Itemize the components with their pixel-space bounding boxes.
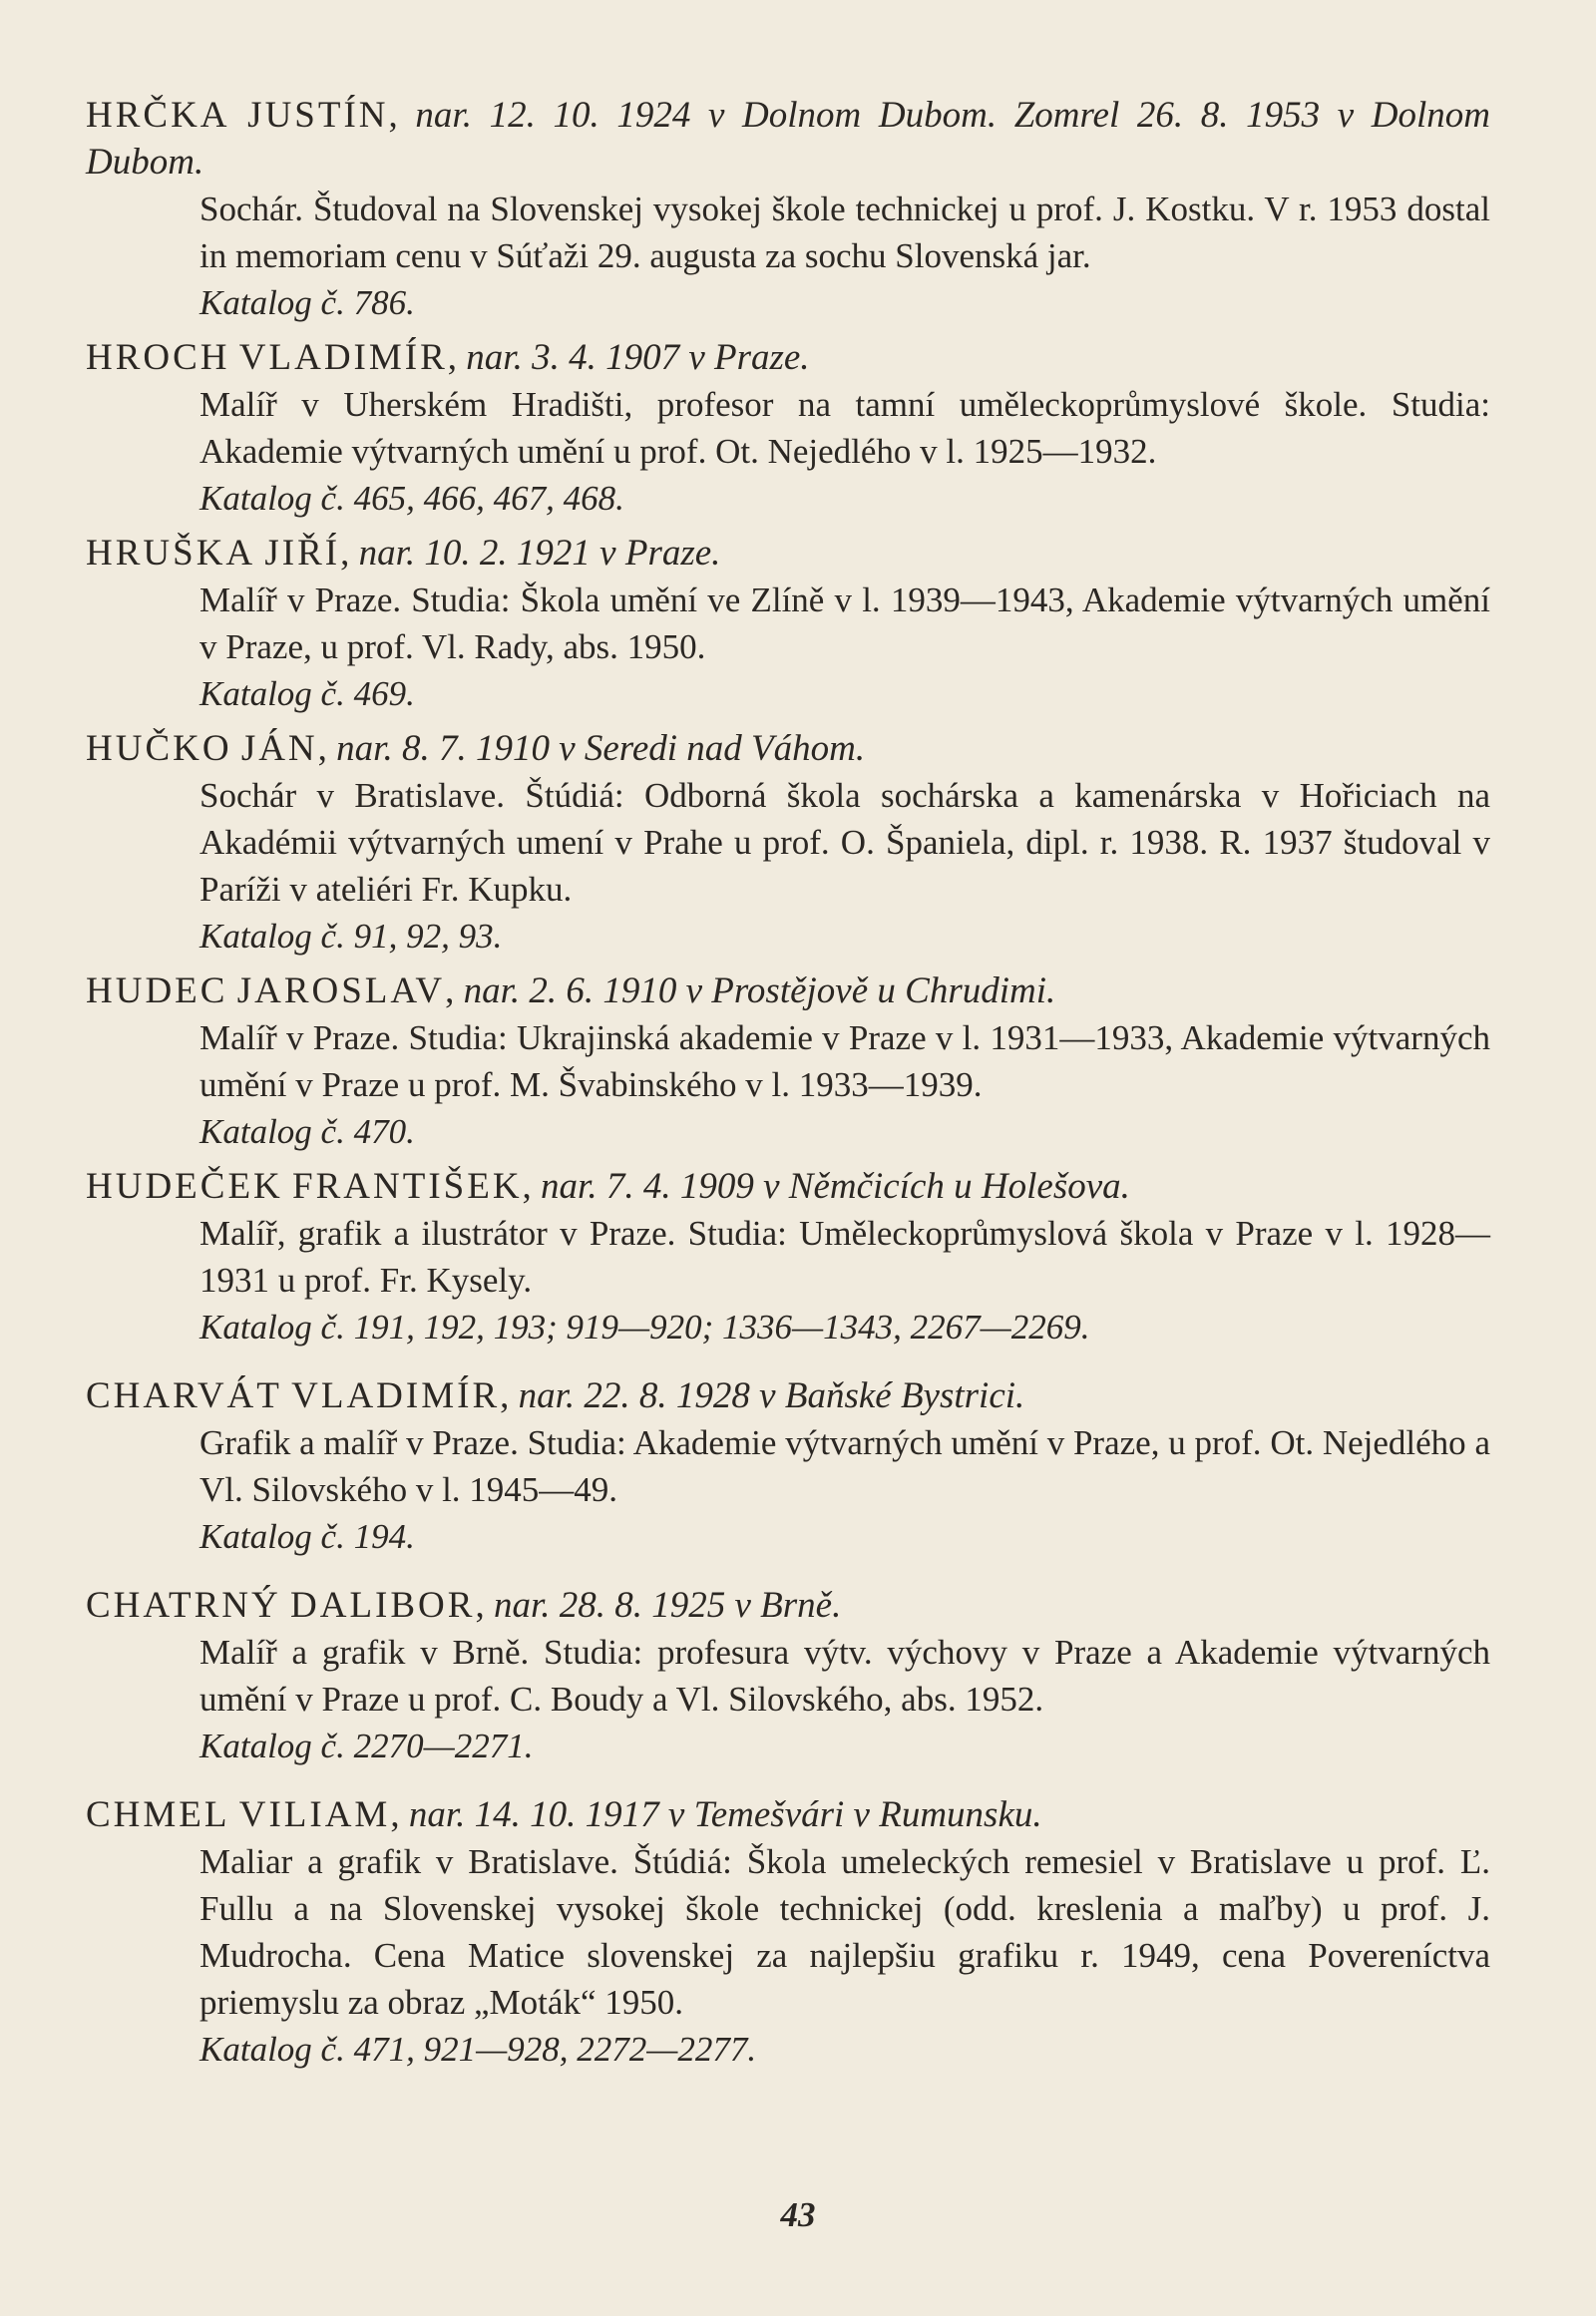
entry-surname: HRUŠKA bbox=[86, 533, 256, 574]
entry-hroch bbox=[86, 334, 1490, 522]
entry-heading: CHARVÁT VLADIMÍR, nar. 22. 8. 1928 v Baňské Bystrici. bbox=[86, 1375, 1025, 1416]
entry-catalog: Katalog č. 465, 466, 467, 468. bbox=[200, 479, 624, 518]
entry-description: Maliar a grafik v Bratislave. Štúdiá: Škola umeleckých remesiel v Bratislave u prof. Ľ. Fullu a na Slovenskej vysokej škole technickej (odd. kreslenia a maľby) u prof. J. Mudrocha. Cena Matice slovenskej za najlepšiu grafiku r. 1949, cena Povereníctva priemyslu za obraz „Moták“ 1950. bbox=[200, 1842, 1490, 2022]
entry-catalog: Katalog č. 191, 192, 193; 919—920; 1336—1343, 2267—2269. bbox=[200, 1308, 1090, 1347]
entry-given-name: JÁN bbox=[240, 728, 318, 769]
entry-hucko bbox=[86, 725, 1490, 960]
entry-birth-info: nar. 8. 7. 1910 v Seredi nad Váhom. bbox=[336, 728, 866, 769]
entry-given-name: VILIAM bbox=[238, 1794, 391, 1835]
entry-surname: CHATRNÝ bbox=[86, 1585, 281, 1626]
entry-given-name: DALIBOR bbox=[290, 1585, 476, 1626]
entry-hudecek bbox=[86, 1163, 1490, 1351]
entry-description: Malíř a grafik v Brně. Studia: profesura výtv. výchovy v Praze a Akademie výtvarných umění v Praze u prof. C. Boudy a Vl. Silovského, abs. 1952. bbox=[200, 1633, 1490, 1719]
entry-heading: HROCH VLADIMÍR, nar. 3. 4. 1907 v Praze. bbox=[86, 337, 810, 378]
entry-heading: HRČKA JUSTÍN, nar. 12. 10. 1924 v Dolnom Dubom. Zomrel 26. 8. 1953 v Dolnom Dubom. bbox=[86, 95, 1491, 183]
entry-catalog: Katalog č. 469. bbox=[200, 674, 415, 713]
entry-birth-info: nar. 7. 4. 1909 v Němčicích u Holešova. bbox=[541, 1166, 1130, 1207]
entry-birth-info: nar. 2. 6. 1910 v Prostějově u Chrudimi. bbox=[463, 970, 1056, 1011]
entry-heading: HRUŠKA JIŘÍ, nar. 10. 2. 1921 v Praze. bbox=[86, 533, 721, 574]
entry-surname: HROCH bbox=[86, 337, 230, 378]
entry-description: Sochár. Študoval na Slovenskej vysokej škole technickej u prof. J. Kostku. V r. 1953 dostal in memoriam cenu v Súťaži 29. augusta za sochu Slovenská jar. bbox=[200, 190, 1490, 275]
entry-given-name: FRANTIŠEK bbox=[292, 1166, 523, 1207]
entry-description: Sochár v Bratislave. Štúdiá: Odborná škola sochárska a kamenárska v Hořiciach na Akadémii výtvarných umení v Prahe u prof. O. Španiela, dipl. r. 1938. R. 1937 študoval v Paríži v ateliéri Fr. Kupku. bbox=[200, 776, 1490, 909]
entry-surname: HRČKA bbox=[86, 95, 230, 136]
entry-birth-info: nar. 22. 8. 1928 v Baňské Bystrici. bbox=[518, 1375, 1025, 1416]
entry-given-name: JAROSLAV bbox=[236, 970, 446, 1011]
entry-catalog: Katalog č. 471, 921—928, 2272—2277. bbox=[200, 2030, 757, 2069]
entry-description: Malíř v Praze. Studia: Ukrajinská akademie v Praze v l. 1931—1933, Akademie výtvarných umění v Praze u prof. M. Švabinského v l. 1933—1939. bbox=[200, 1018, 1490, 1104]
entry-chatrny bbox=[86, 1582, 1490, 1769]
page-number: 43 bbox=[780, 2195, 816, 2234]
entry-catalog: Katalog č. 2270—2271. bbox=[200, 1727, 534, 1765]
entry-charvat bbox=[86, 1372, 1490, 1560]
entry-catalog: Katalog č. 194. bbox=[200, 1517, 415, 1556]
entry-hudec bbox=[86, 967, 1490, 1155]
entry-description: Malíř, grafik a ilustrátor v Praze. Studia: Uměleckoprůmyslová škola v Praze v l. 1928—1931 u prof. Fr. Kysely. bbox=[200, 1214, 1490, 1300]
entry-given-name: VLADIMÍR bbox=[291, 1375, 501, 1416]
entry-surname: CHARVÁT bbox=[86, 1375, 282, 1416]
entry-given-name: JIŘÍ bbox=[264, 533, 341, 574]
entry-hrcka bbox=[86, 92, 1490, 326]
entry-given-name: JUSTÍN bbox=[247, 95, 389, 136]
entry-catalog: Katalog č. 786. bbox=[200, 283, 415, 322]
entry-description: Malíř v Uherském Hradišti, profesor na tamní uměleckoprůmyslové škole. Studia: Akademie výtvarných umění u prof. Ot. Nejedlého v l. 1925—1932. bbox=[200, 385, 1490, 471]
entry-birth-info: nar. 14. 10. 1917 v Temešvári v Rumunsku. bbox=[408, 1794, 1042, 1835]
entry-birth-info: nar. 3. 4. 1907 v Praze. bbox=[466, 337, 810, 378]
entry-heading: HUDEČEK FRANTIŠEK, nar. 7. 4. 1909 v Němčicích u Holešova. bbox=[86, 1166, 1130, 1207]
entry-catalog: Katalog č. 91, 92, 93. bbox=[200, 917, 503, 956]
entry-birth-info: nar. 28. 8. 1925 v Brně. bbox=[493, 1585, 842, 1626]
entry-surname: HUDEC bbox=[86, 970, 228, 1011]
entry-hruska bbox=[86, 530, 1490, 717]
entry-heading: CHMEL VILIAM, nar. 14. 10. 1917 v Temešvári v Rumunsku. bbox=[86, 1794, 1042, 1835]
entry-birth-info: nar. 10. 2. 1921 v Praze. bbox=[358, 533, 721, 574]
entry-description: Grafik a malíř v Praze. Studia: Akademie výtvarných umění v Praze, u prof. Ot. Nejedlého a Vl. Silovského v l. 1945—49. bbox=[200, 1423, 1490, 1509]
entry-description: Malíř v Praze. Studia: Škola umění ve Zlíně v l. 1939—1943, Akademie výtvarných umění v Praze, u prof. Vl. Rady, abs. 1950. bbox=[200, 580, 1490, 666]
entry-given-name: VLADIMÍR bbox=[238, 337, 448, 378]
entry-surname: HUDEČEK bbox=[86, 1166, 283, 1207]
entry-birth-info: nar. 12. 10. 1924 v Dolnom Dubom. Zomrel 26. 8. 1953 v Dolnom Dubom. bbox=[86, 95, 1491, 183]
entry-chmel bbox=[86, 1791, 1490, 2073]
entry-heading: CHATRNÝ DALIBOR, nar. 28. 8. 1925 v Brně. bbox=[86, 1585, 842, 1626]
entry-heading: HUČKO JÁN, nar. 8. 7. 1910 v Seredi nad Váhom. bbox=[86, 728, 866, 769]
document-page bbox=[86, 92, 1490, 2081]
entry-catalog: Katalog č. 470. bbox=[200, 1112, 415, 1151]
entry-surname: CHMEL bbox=[86, 1794, 230, 1835]
entry-heading: HUDEC JAROSLAV, nar. 2. 6. 1910 v Prostějově u Chrudimi. bbox=[86, 970, 1056, 1011]
entry-surname: HUČKO bbox=[86, 728, 232, 769]
